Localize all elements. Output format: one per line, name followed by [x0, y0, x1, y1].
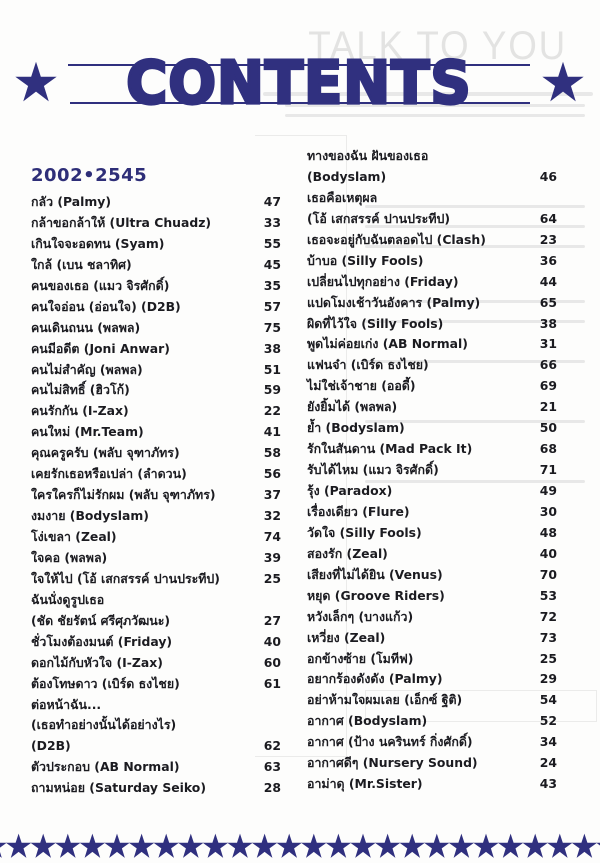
- toc-entry: [307, 167, 557, 188]
- entry-page-number: 75: [263, 319, 281, 335]
- toc-entry: [31, 736, 281, 757]
- page-title: CONTENTS: [126, 48, 472, 118]
- toc-entry: [31, 360, 281, 381]
- star-icon: [104, 834, 129, 858]
- entry-title: เคยรักเธอหรือเปล่า (ลำดวน): [31, 466, 187, 482]
- entry-page-number: 60: [263, 654, 281, 670]
- toc-entry: [31, 548, 281, 569]
- entry-title: คนใจอ่อน (อ่อนใจ) (D2B): [31, 298, 181, 314]
- star-icon: [596, 834, 600, 858]
- star-border: [0, 828, 600, 863]
- entry-title: (โอ้ เสกสรรค์ ปานประทีป): [307, 210, 451, 226]
- toc-entry: [31, 192, 281, 213]
- entry-title: รับได้ไหม (แมว จิรศักดิ์): [307, 462, 439, 478]
- entry-page-number: 24: [539, 755, 557, 771]
- toc-entry: [307, 188, 557, 209]
- star-icon: [6, 834, 31, 858]
- entry-page-number: 36: [539, 252, 557, 268]
- title-banner: [64, 50, 534, 116]
- toc-entry: [307, 753, 557, 774]
- toc-entry: [31, 569, 281, 590]
- toc-entry: [31, 715, 281, 736]
- toc-entry: [31, 485, 281, 506]
- star-icon: [449, 834, 474, 858]
- star-icon: [227, 834, 252, 858]
- entry-title: อกข้างซ้าย (โมทีฟ): [307, 650, 414, 666]
- entry-page-number: 62: [263, 738, 281, 754]
- entry-page-number: 59: [263, 382, 281, 398]
- entry-title: แปดโมงเช้าวันอังคาร (Palmy): [307, 294, 481, 310]
- entry-page-number: 23: [539, 231, 557, 247]
- entry-title: งมงาย (Bodyslam): [31, 508, 149, 524]
- star-icon: [80, 834, 105, 858]
- entry-title: (D2B): [31, 738, 71, 754]
- toc-entry: [31, 611, 281, 632]
- toc-entry: [307, 355, 557, 376]
- entry-title: เธอคือเหตุผล: [307, 189, 378, 205]
- entry-page-number: 34: [539, 734, 557, 750]
- entry-title: คนมีอดีต (Joni Anwar): [31, 340, 170, 356]
- toc-entry: [31, 674, 281, 695]
- entry-page-number: 47: [263, 194, 281, 209]
- entry-page-number: 57: [263, 298, 281, 314]
- entry-page-number: 29: [539, 671, 557, 687]
- entry-page-number: 38: [263, 340, 281, 356]
- entry-page-number: 50: [539, 420, 557, 436]
- toc-entry: [31, 297, 281, 318]
- toc-entry: [31, 318, 281, 339]
- entry-title: ใจคอ (พลพล): [31, 549, 108, 565]
- star-icon: [541, 60, 585, 104]
- toc-entry: [31, 506, 281, 527]
- entry-title: สองรัก (Zeal): [307, 545, 388, 561]
- entry-title: โง่เขลา (Zeal): [31, 529, 117, 544]
- entry-page-number: 52: [539, 713, 557, 729]
- toc-entry: [307, 607, 557, 628]
- star-icon: [350, 834, 375, 858]
- entry-title: กล้าขอกล้าให้ (Ultra Chuadz): [31, 214, 212, 230]
- entry-title: ใครใครก็ไม่รักผม (พลับ จุฑาภัทร): [31, 487, 216, 503]
- toc-entry: [307, 711, 557, 732]
- toc-entry: [307, 209, 557, 230]
- entry-page-number: 61: [263, 675, 281, 691]
- entry-page-number: 31: [539, 336, 557, 352]
- entry-title: ผิดที่ไว้ใจ (Silly Fools): [307, 315, 444, 331]
- entry-title: (เธอทำอย่างนั้นได้อย่างไร): [31, 717, 177, 733]
- toc-entry: [307, 230, 557, 251]
- entry-title: อากาศ (Bodyslam): [307, 713, 428, 729]
- entry-title: ไม่ใช่เจ้าชาย (ออดี้): [307, 378, 416, 394]
- entry-title: เรื่องเดียว (Flure): [307, 503, 410, 519]
- entry-page-number: 58: [263, 445, 281, 461]
- toc-entry: [307, 439, 557, 460]
- entry-page-number: 21: [539, 399, 557, 415]
- toc-entry: [307, 544, 557, 565]
- entry-page-number: 74: [263, 529, 281, 544]
- toc-entry: [307, 481, 557, 502]
- toc-entry: [307, 146, 557, 167]
- contents-header: [0, 50, 600, 122]
- entry-page-number: 37: [263, 487, 281, 503]
- star-icon: [400, 834, 425, 858]
- entry-page-number: 49: [539, 483, 557, 498]
- entry-page-number: 70: [539, 566, 557, 582]
- toc-entry: [31, 778, 281, 799]
- toc-entry: [307, 669, 557, 690]
- star-icon: [326, 834, 351, 858]
- entry-page-number: 40: [263, 633, 281, 649]
- entry-page-number: 22: [263, 403, 281, 419]
- entry-page-number: 54: [539, 692, 557, 708]
- entry-title: ตัวประกอบ (AB Normal): [31, 759, 180, 775]
- star-icon: [31, 834, 56, 858]
- entry-title: ยังยิ้มได้ (พลพล): [307, 399, 398, 415]
- entry-title: หวังเล็กๆ (บางแก้ว): [307, 608, 414, 624]
- toc-entry: [307, 314, 557, 335]
- entry-title: คนใหม่ (Mr.Team): [31, 424, 144, 440]
- star-icon: [178, 834, 203, 858]
- entry-page-number: 73: [539, 629, 557, 645]
- entry-title: ชั่วโมงต้องมนต์ (Friday): [31, 633, 173, 649]
- toc-entry: [307, 272, 557, 293]
- entry-page-number: 41: [263, 424, 281, 440]
- toc-entry: [31, 632, 281, 653]
- toc-entry: [31, 527, 281, 548]
- entry-title: เกินใจจะอดทน (Syam): [31, 235, 165, 251]
- star-icon: [277, 834, 302, 858]
- toc-entry: [31, 255, 281, 276]
- entry-title: อากาศ (ป้าง นครินทร์ กิ่งศักดิ์): [307, 734, 473, 750]
- entry-page-number: 66: [539, 357, 557, 373]
- entry-title: คนไม่สิทธิ์ (ฮิวโก้): [31, 382, 130, 398]
- entry-title: เสียงที่ไม่ได้ยิน (Venus): [307, 566, 443, 582]
- entry-page-number: 56: [263, 466, 281, 482]
- entry-page-number: 39: [263, 549, 281, 565]
- star-icon: [424, 834, 449, 858]
- entry-title: ดอกไม้กับหัวใจ (I-Zax): [31, 654, 163, 670]
- entry-title: คนรักกัน (I-Zax): [31, 403, 129, 419]
- entry-title: อย่าห้ามใจผมเลย (เอ็กซ์ ฐิติ): [307, 692, 463, 708]
- entry-page-number: 28: [263, 780, 281, 796]
- star-icon: [203, 834, 228, 858]
- entry-title: (Bodyslam): [307, 168, 387, 184]
- star-icon: [375, 834, 400, 858]
- star-icon: [547, 834, 572, 858]
- star-icon: [154, 834, 179, 858]
- entry-page-number: 53: [539, 587, 557, 603]
- entry-title: ใกล้ (เบน ชลาทิศ): [31, 256, 132, 272]
- entry-title: คนเดินถนน (พลพล): [31, 319, 141, 335]
- entry-page-number: 72: [539, 608, 557, 624]
- toc-entry: [307, 460, 557, 481]
- entry-title: คนไม่สำคัญ (พลพล): [31, 361, 143, 377]
- entry-title: อาม่าดุ (Mr.Sister): [307, 776, 423, 792]
- entry-title: ใจให้ไป (โอ้ เสกสรรค์ ปานประทีป): [31, 570, 220, 586]
- entry-page-number: 38: [539, 315, 557, 331]
- star-icon: [129, 834, 154, 858]
- toc-entry: [307, 502, 557, 523]
- entry-page-number: 48: [539, 524, 557, 540]
- entry-title: ถามหน่อย (Saturday Seiko): [31, 780, 206, 796]
- entry-page-number: 25: [263, 570, 281, 586]
- star-icon: [473, 834, 498, 858]
- entry-page-number: 46: [539, 168, 557, 184]
- toc-entry: [307, 376, 557, 397]
- entry-title: เหวี่ยง (Zeal): [307, 629, 386, 645]
- toc-entry: [307, 293, 557, 314]
- entry-title: เปลี่ยนไปทุกอย่าง (Friday): [307, 273, 459, 289]
- toc-entry: [31, 695, 281, 716]
- toc-entry: [307, 523, 557, 544]
- entry-title: บ้าบอ (Silly Fools): [307, 252, 424, 268]
- toc-entry: [307, 628, 557, 649]
- entry-page-number: 25: [539, 650, 557, 666]
- star-icon: [572, 834, 597, 858]
- entry-title: กลัว (Palmy): [31, 194, 112, 209]
- entry-page-number: 55: [263, 235, 281, 251]
- entry-page-number: 33: [263, 214, 281, 230]
- contents-column-left: [31, 165, 281, 799]
- entry-page-number: 64: [539, 210, 557, 226]
- toc-entry: [31, 213, 281, 234]
- toc-entry: [31, 339, 281, 360]
- star-icon: [55, 834, 80, 858]
- toc-entry: [307, 418, 557, 439]
- toc-entry: [31, 443, 281, 464]
- toc-entry: [307, 774, 557, 795]
- toc-entry: [31, 234, 281, 255]
- entry-title: (ชัด ชัยรัตน์ ศรีศุภวัฒนะ): [31, 612, 171, 628]
- toc-entry: [31, 380, 281, 401]
- entry-page-number: 35: [263, 277, 281, 293]
- entry-title: เธอจะอยู่กับฉันตลอดไป (Clash): [307, 231, 486, 247]
- toc-entry: [307, 334, 557, 355]
- toc-entry: [307, 690, 557, 711]
- entry-page-number: 71: [539, 462, 557, 478]
- entry-title: ต้องโทษดาว (เบิร์ด ธงไชย): [31, 675, 180, 691]
- toc-entry: [31, 464, 281, 485]
- year-heading: 2002•2545: [31, 165, 148, 186]
- toc-entry: [31, 276, 281, 297]
- entry-page-number: 51: [263, 361, 281, 377]
- toc-entry: [307, 649, 557, 670]
- entry-page-number: 32: [263, 508, 281, 524]
- entry-list: [307, 146, 557, 795]
- entry-title: คุณครูครับ (พลับ จุฑาภัทร): [31, 445, 180, 461]
- entry-title: ย้ำ (Bodyslam): [307, 420, 405, 436]
- entry-page-number: 30: [539, 503, 557, 519]
- toc-entry: [31, 653, 281, 674]
- entry-page-number: 40: [539, 545, 557, 561]
- entry-title: ฉันนั่งดูรูปเธอ: [31, 591, 105, 607]
- toc-entry: [307, 397, 557, 418]
- toc-entry: [31, 757, 281, 778]
- entry-title: ต่อหน้าฉัน...: [31, 696, 102, 712]
- entry-page-number: 44: [539, 273, 557, 289]
- toc-entry: [31, 401, 281, 422]
- entry-title: อากาศดีๆ (Nursery Sound): [307, 755, 478, 771]
- entry-page-number: 68: [539, 441, 557, 457]
- entry-title: วัดใจ (Silly Fools): [307, 524, 422, 540]
- toc-entry: [307, 251, 557, 272]
- toc-entry: [307, 732, 557, 753]
- entry-title: อยากร้องดังดัง (Palmy): [307, 671, 443, 687]
- entry-page-number: 63: [263, 759, 281, 775]
- toc-entry: [31, 422, 281, 443]
- star-icon: [523, 834, 548, 858]
- star-icon: [301, 834, 326, 858]
- entry-page-number: 69: [539, 378, 557, 394]
- toc-entry: [31, 590, 281, 611]
- entry-title: ทางของฉัน ฝันของเธอ: [307, 148, 429, 163]
- entry-title: แฟนจ๋า (เบิร์ด ธงไชย): [307, 357, 429, 373]
- entry-title: รุ้ง (Paradox): [307, 483, 393, 498]
- entry-page-number: 65: [539, 294, 557, 310]
- entry-page-number: 45: [263, 256, 281, 272]
- entry-page-number: 43: [539, 776, 557, 792]
- star-icon: [252, 834, 277, 858]
- contents-column-right: [307, 146, 557, 795]
- entry-title: หยุด (Groove Riders): [307, 587, 445, 603]
- star-icon: [498, 834, 523, 858]
- star-icon: [0, 834, 7, 858]
- background-show-through: TALK TO YOU: [255, 0, 600, 863]
- entry-page-number: 27: [263, 612, 281, 628]
- entry-title: คนของเธอ (แมว จิรศักดิ์): [31, 277, 170, 293]
- toc-entry: [307, 565, 557, 586]
- star-icon: [14, 60, 58, 104]
- toc-entry: [307, 586, 557, 607]
- entry-title: พูดไม่ค่อยเก่ง (AB Normal): [307, 336, 468, 352]
- entry-title: รักในสันดาน (Mad Pack It): [307, 441, 473, 457]
- entry-list: [31, 192, 281, 799]
